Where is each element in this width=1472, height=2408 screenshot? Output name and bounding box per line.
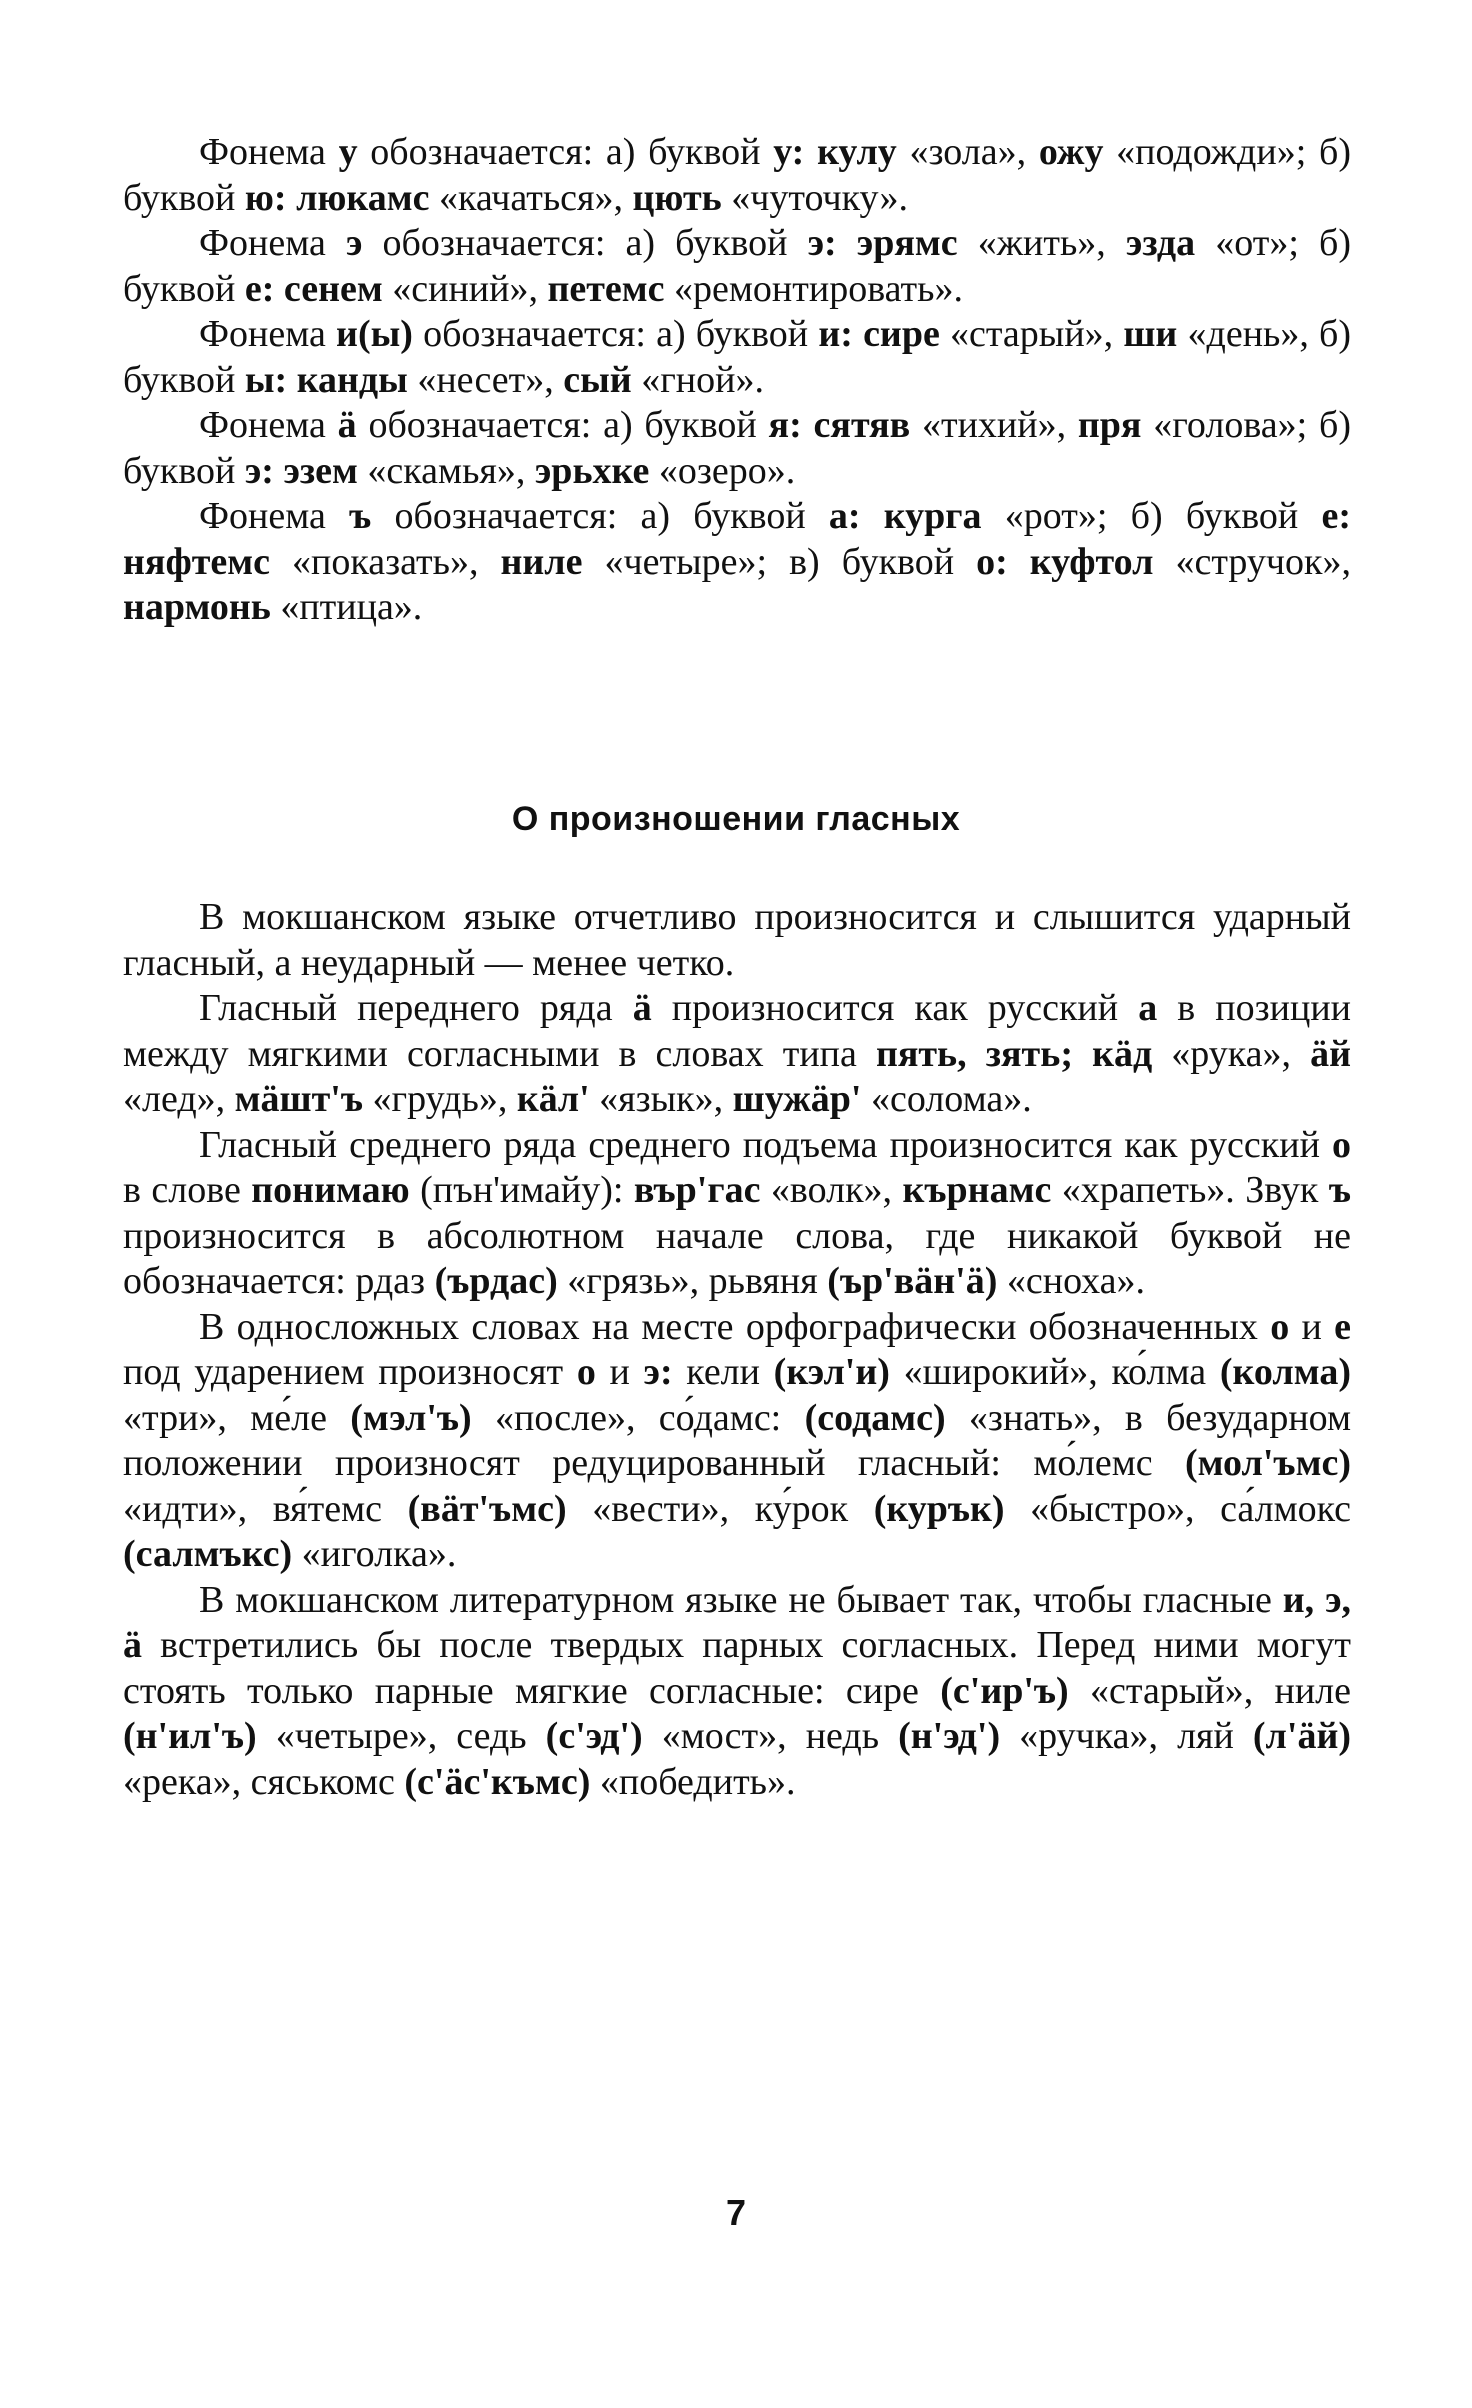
text-run: «тихий», [910,404,1078,446]
text-run: «сноха». [997,1260,1145,1302]
paragraph [123,1305,1351,1578]
bold-term: ожу [1038,131,1104,173]
bold-term: ä [337,404,357,446]
bold-term: сый [563,358,632,401]
bold-term: петемс [547,267,665,310]
text-run: «птица». [270,586,423,628]
bold-term: и(ы) [336,313,413,355]
text-run: «скамья», [357,449,535,492]
paragraph [123,403,1351,494]
text-run [853,313,863,355]
text-run [1073,1033,1092,1075]
paragraph [123,221,1351,312]
bold-term: сире [863,313,940,355]
bold-term: (н'ил'ъ) [123,1715,257,1757]
text-run: обозначается: а) буквой [362,222,808,264]
paragraph [123,895,1351,986]
text-run: «три», ме́ле [123,1396,351,1439]
text-run: «зола», [896,131,1039,173]
text-run: «идти», вя́темс [123,1487,408,1530]
text-run: «четыре»; в) буквой [582,540,977,583]
bold-term: няфтемс [123,540,271,583]
text-run: «рот»; б) буквой [981,495,1322,537]
text-run: «стручок», [1153,540,1352,583]
text-run: произносится в абсолютном начале слова, где никакой буквой не обозначается: рдаз [123,1214,1351,1302]
bold-term: (колма) [1219,1351,1351,1393]
paragraph [123,312,1351,403]
bold-term: (мол'ъмс) [1185,1442,1351,1484]
bold-term: е [1334,1305,1351,1348]
bold-term: шужäр' [732,1078,862,1120]
text-run: «качаться», [429,176,633,219]
bold-term: ä [632,987,652,1029]
bold-term: куфтол [1029,540,1154,583]
bold-term: (мэл'ъ) [350,1396,472,1439]
text-run: «знать», в безударном положении произносят редуцированный гласный: мо́лемс [123,1396,1352,1484]
text-run: «грудь», [363,1078,517,1120]
bold-term: (салмъкс) [123,1533,293,1575]
bold-term: а [1138,987,1158,1029]
text-run: Гласный переднего ряда [199,987,633,1029]
pronunciation-section [123,895,1351,1805]
text-run [861,495,884,537]
text-run: В односложных словах на месте орфографически обозначенных [199,1305,1271,1348]
text-run: В мокшанском литературном языке не бывает так, чтобы гласные [199,1578,1283,1621]
text-run: «быстро», са́лмокс [1004,1487,1351,1530]
text-run: «после», со́дамс: [471,1396,805,1439]
text-run: «ручка», ляй [1000,1715,1253,1757]
bold-term: сятяв [813,404,911,446]
text-run: «жить», [957,222,1126,264]
phoneme-list [123,130,1351,631]
bold-term: (ър'вäн'ä) [827,1260,998,1302]
text-run: «река», сяськомс [123,1760,405,1803]
text-run [804,131,817,173]
text-run: «голова»; б) буквой [123,404,1351,492]
bold-term: канды [296,358,408,401]
text-run: «синий», [382,267,548,310]
paragraph [123,1123,1351,1305]
bold-term: (курък) [873,1487,1005,1530]
bold-term: о [1332,1123,1351,1166]
text-run: обозначается: а) буквой [356,404,769,446]
bold-term: (кэл'и) [773,1351,890,1393]
bold-term: у [338,131,358,173]
text-run [1008,541,1030,583]
text-run: (пън'имайу): [409,1169,634,1211]
text-run: «от»; б) буквой [123,222,1352,310]
bold-term: а: [828,495,861,537]
text-run: «рука», [1152,1032,1311,1075]
text-run: «язык», [589,1078,733,1120]
text-run: «озеро». [649,449,796,492]
bold-term: е: [1321,495,1351,537]
text-run: «подожди»; б) буквой [123,131,1351,219]
bold-term: вър'гас [633,1169,761,1211]
bold-term: эрямс [856,222,958,264]
text-run: «лед», [123,1078,235,1120]
bold-term: о [1270,1305,1290,1348]
bold-term: я: [768,404,802,446]
text-run: Фонема [199,131,339,173]
text-run: и [595,1351,644,1393]
bold-term: ниле [500,540,583,583]
bold-term: о [576,1351,596,1393]
text-run: «старый», [939,313,1124,355]
text-run: «несет», [407,358,564,401]
text-run: Фонема [199,404,338,446]
bold-term: ю: [244,176,287,219]
bold-term: (с'ир'ъ) [940,1669,1069,1712]
paragraph [123,986,1351,1123]
text-run: обозначается: а) буквой [412,313,819,355]
text-run: «солома». [861,1078,1032,1120]
section-heading: О произношении гласных [511,800,961,838]
bold-term: ши [1123,313,1178,355]
bold-term: и, э, ä [123,1578,1351,1666]
text-run [274,268,284,310]
text-run: «чуточку». [721,176,908,219]
text-run: Фонема [199,495,350,537]
bold-term: (л'äй) [1252,1715,1351,1757]
bold-term: е: [244,267,275,310]
bold-term: кърнамс [902,1169,1052,1211]
bold-term: э: [643,1351,673,1393]
bold-term: (с'эд') [545,1715,643,1757]
bold-term: (содамс) [804,1396,946,1439]
text-run [802,404,814,446]
bold-term: пря [1077,404,1142,446]
bold-term: у: [773,131,805,173]
bold-term: ъ [349,495,372,537]
bold-term: (ърдас) [434,1260,558,1302]
paragraph [123,494,1351,631]
bold-term: (н'эд') [898,1715,1001,1757]
bold-term: сенем [283,267,383,310]
text-run: «день», б) буквой [123,313,1352,401]
text-run: «четыре», седь [256,1715,546,1757]
text-run: Фонема [199,222,346,264]
text-run: в позиции между мягкими согласными в словах типа [123,987,1351,1075]
bold-term: цють [632,176,722,219]
text-run: встретились бы после твердых парных согласных. Перед ними могут стоять только парные мягкие согласные: сире [123,1624,1351,1712]
text-run: «грязь», рьвяня [557,1260,828,1302]
bold-term: понимаю [251,1169,410,1211]
text-run: «мост», недь [642,1715,899,1757]
text-run: «старый», ниле [1068,1669,1352,1712]
bold-term: люкамс [296,176,430,219]
paragraph [123,1578,1351,1806]
bold-term: э: [244,449,274,492]
bold-term: нармонь [123,586,271,628]
text-run: в слове [123,1169,252,1211]
bold-term: кäд [1092,1032,1153,1075]
text-run: обозначается: а) буквой [371,495,829,537]
bold-term: ы: [244,358,288,401]
bold-term: мäшт'ъ [234,1078,364,1120]
text-run: «иголка». [292,1533,457,1575]
text-run: Фонема [199,313,337,355]
text-run: произносится как русский [651,987,1139,1029]
bold-term: эрьхке [534,449,650,492]
text-run: «показать», [270,540,501,583]
bold-term: курга [883,495,982,537]
bold-term: кулу [817,131,897,173]
text-run: «волк», [760,1169,903,1211]
bold-term: эзда [1125,222,1196,264]
text-run: «ремонтировать». [664,267,963,310]
text-run: и [1289,1305,1335,1348]
text-run: «гной». [631,358,764,401]
text-run [837,222,857,264]
bold-term: о: [976,540,1008,583]
text-run: «храпеть». Звук [1051,1169,1329,1211]
bold-term: эзем [283,449,358,492]
text-run: под ударением произносят [123,1351,577,1393]
text-run [287,177,297,219]
page-number: 7 [725,2192,747,2233]
text-run: «вести», ку́рок [566,1487,874,1530]
text-run: кели [672,1351,774,1393]
bold-term: э [346,222,363,264]
text-run: В мокшанском языке отчетливо произносится и слышится ударный гласный, а неударный — менее четко. [123,896,1351,984]
bold-term: ъ [1328,1169,1352,1211]
bold-term: (вäт'ъмс) [407,1487,567,1530]
text-run: Гласный среднего ряда среднего подъема произносится как русский [199,1123,1332,1166]
bold-term: пять, зять; [875,1032,1073,1075]
paragraph [123,130,1351,221]
text-run: «широкий», ко́лма [889,1351,1220,1393]
bold-term: и: [818,313,853,355]
bold-term: кäл' [516,1078,590,1120]
bold-term: (с'äс'къмс) [404,1760,591,1803]
bold-term: äй [1310,1032,1351,1075]
bold-term: э: [807,222,837,264]
text-run: «победить». [590,1760,796,1803]
text-run [287,359,297,401]
text-run: обозначается: а) буквой [357,131,774,173]
